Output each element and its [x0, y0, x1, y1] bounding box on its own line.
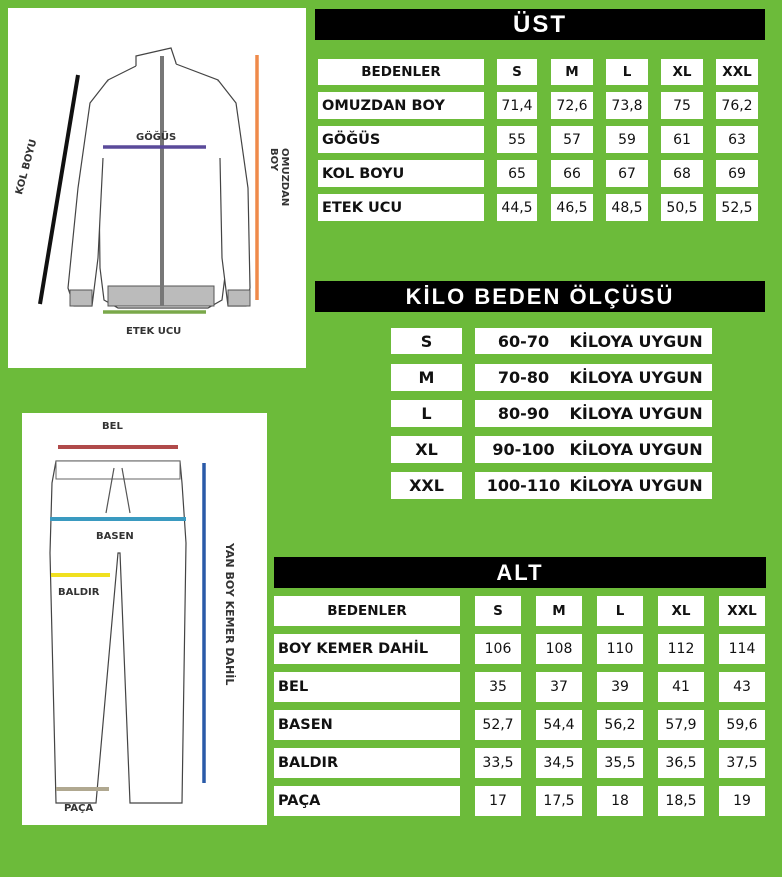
alt-cell: 17	[475, 786, 521, 816]
ust-cell: 52,5	[716, 194, 758, 221]
kilo-range-row	[475, 328, 712, 354]
alt-size-l: L	[597, 596, 643, 626]
ust-row-label: OMUZDAN BOY	[318, 92, 484, 119]
ust-cell: 66	[551, 160, 593, 187]
kilo-size: L	[391, 400, 462, 427]
kilo-size: XL	[391, 436, 462, 463]
kilo-text: KİLOYA UYGUN	[569, 440, 703, 459]
pants-diagram-panel	[22, 413, 267, 825]
hip-label: BASEN	[96, 531, 134, 542]
alt-cell: 41	[658, 672, 704, 702]
alt-title: ALT	[274, 557, 766, 588]
ust-cell: 57	[551, 126, 593, 153]
alt-cell: 34,5	[536, 748, 582, 778]
kilo-size: XXL	[391, 472, 462, 499]
ust-cell: 71,4	[497, 92, 537, 119]
alt-cell: 36,5	[658, 748, 704, 778]
alt-cell: 18,5	[658, 786, 704, 816]
ust-cell: 63	[716, 126, 758, 153]
alt-cell: 110	[597, 634, 643, 664]
alt-cell: 112	[658, 634, 704, 664]
length-label: OMUZDAN BOY	[268, 148, 290, 207]
alt-header-label: BEDENLER	[274, 596, 460, 626]
alt-cell: 35,5	[597, 748, 643, 778]
alt-row-label: BALDIR	[274, 748, 460, 778]
kilo-range: 80-90	[497, 404, 550, 423]
kilo-range-row	[475, 436, 712, 463]
alt-cell: 52,7	[475, 710, 521, 740]
jacket-diagram-panel	[8, 8, 306, 368]
ust-size-m: M	[551, 59, 593, 85]
ust-title: ÜST	[315, 9, 765, 40]
alt-cell: 35	[475, 672, 521, 702]
ust-cell: 69	[716, 160, 758, 187]
alt-cell: 17,5	[536, 786, 582, 816]
alt-size-xl: XL	[658, 596, 704, 626]
kilo-text: KİLOYA UYGUN	[569, 331, 703, 351]
alt-cell: 18	[597, 786, 643, 816]
ust-cell: 50,5	[661, 194, 703, 221]
alt-size-m: M	[536, 596, 582, 626]
alt-cell: 43	[719, 672, 765, 702]
ust-row-label: ETEK UCU	[318, 194, 484, 221]
waist-label: BEL	[102, 421, 123, 432]
ust-cell: 59	[606, 126, 648, 153]
ust-cell: 65	[497, 160, 537, 187]
alt-cell: 106	[475, 634, 521, 664]
thigh-label: BALDIR	[58, 587, 100, 598]
ust-cell: 61	[661, 126, 703, 153]
ust-cell: 55	[497, 126, 537, 153]
ust-size-xxl: XXL	[716, 59, 758, 85]
ust-size-s: S	[497, 59, 537, 85]
ust-cell: 67	[606, 160, 648, 187]
kilo-range-row	[475, 472, 712, 499]
ust-cell: 76,2	[716, 92, 758, 119]
kilo-size: M	[391, 364, 462, 391]
side-length-label: YAN BOY KEMER DAHİL	[223, 543, 236, 686]
alt-size-xxl: XXL	[719, 596, 765, 626]
alt-row-label: PAÇA	[274, 786, 460, 816]
kilo-range: 90-100	[492, 440, 555, 459]
ust-cell: 68	[661, 160, 703, 187]
alt-cell: 37,5	[719, 748, 765, 778]
kilo-size: S	[391, 328, 462, 354]
ust-cell: 73,8	[606, 92, 648, 119]
ust-size-l: L	[606, 59, 648, 85]
ust-header-label: BEDENLER	[318, 59, 484, 85]
alt-cell: 108	[536, 634, 582, 664]
ust-row-label: KOL BOYU	[318, 160, 484, 187]
alt-row-label: BASEN	[274, 710, 460, 740]
chest-label: GÖĞÜS	[136, 132, 177, 143]
alt-size-s: S	[475, 596, 521, 626]
hem-label: ETEK UCU	[126, 326, 182, 337]
alt-cell: 56,2	[597, 710, 643, 740]
kilo-range-row	[475, 400, 712, 427]
sleeve-label: KOL BOYU	[14, 138, 40, 196]
kilo-text: KİLOYA UYGUN	[569, 368, 703, 387]
jacket-illustration-icon	[8, 8, 306, 368]
kilo-range: 100-110	[486, 476, 561, 495]
kilo-title: KİLO BEDEN ÖLÇÜSÜ	[315, 281, 765, 312]
hem-label-pants: PAÇA	[64, 803, 94, 814]
alt-cell: 39	[597, 672, 643, 702]
kilo-range: 60-70	[497, 331, 550, 351]
alt-cell: 54,4	[536, 710, 582, 740]
kilo-range: 70-80	[497, 368, 550, 387]
alt-cell: 19	[719, 786, 765, 816]
kilo-range-row	[475, 364, 712, 391]
kilo-text: KİLOYA UYGUN	[569, 404, 703, 423]
alt-row-label: BEL	[274, 672, 460, 702]
alt-cell: 59,6	[719, 710, 765, 740]
alt-cell: 33,5	[475, 748, 521, 778]
alt-row-label: BOY KEMER DAHİL	[274, 634, 460, 664]
ust-cell: 48,5	[606, 194, 648, 221]
kilo-text: KİLOYA UYGUN	[569, 476, 703, 495]
alt-cell: 37	[536, 672, 582, 702]
ust-cell: 75	[661, 92, 703, 119]
alt-cell: 114	[719, 634, 765, 664]
ust-size-xl: XL	[661, 59, 703, 85]
ust-cell: 44,5	[497, 194, 537, 221]
alt-cell: 57,9	[658, 710, 704, 740]
ust-cell: 72,6	[551, 92, 593, 119]
ust-row-label: GÖĞÜS	[318, 126, 484, 153]
ust-cell: 46,5	[551, 194, 593, 221]
